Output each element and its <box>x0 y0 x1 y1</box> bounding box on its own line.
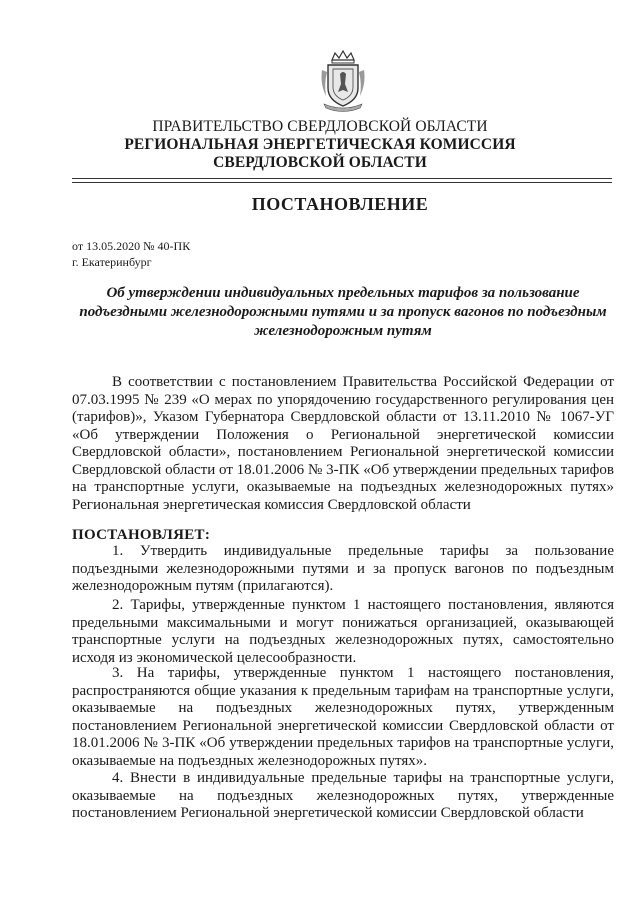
preamble-paragraph: В соответствии с постановлением Правительства Российской Федерации от 07.03.1995 № 239 «О мерах по упорядочению государственного регулирования цен (тарифов)», Указом Губернатора Свердловской области от 13.11.2010 № 1067-УГ «Об утверждении Положения о Региональной энергетической комиссии Свердловской области», постановлением Региональной энергетической комиссии Свердловской области от 18.01.2006 № 3-ПК «Об утверждении предельных тарифов на транспортные услуги, оказываемые на подъездных железнодорожных путях» Региональная энергетическая комиссия Свердловской области <box>72 374 614 513</box>
government-name: ПРАВИТЕЛЬСТВО СВЕРДЛОВСКОЙ ОБЛАСТИ <box>152 118 488 135</box>
document-title: ПОСТАНОВЛЕНИЕ <box>251 194 429 214</box>
decree-item-2: 2. Тарифы, утвержденные пунктом 1 настоящего постановления, являются предельными максимальными и могут понижаться организацией, оказывающей транспортные услуги на подъездных железнодорожных путях, самостоятельно исходя из экономической целесообразности. <box>72 597 614 666</box>
coat-of-arms-emblem <box>318 50 368 112</box>
decree-item-4: 4. Внести в индивидуальные предельные тарифы на транспортные услуги, оказываемые на подъездных железнодорожных путях, утвержденные постановлением Региональной энергетической комиссии Свердловской области <box>72 770 614 821</box>
region-name: СВЕРДЛОВСКОЙ ОБЛАСТИ <box>213 154 427 171</box>
document-subject: Об утверждении индивидуальных предельных тарифов за пользование подъездными железнодорожными путями и за пропуск вагонов по подъездным железнодорожным путям <box>79 285 607 339</box>
header-divider-bottom <box>72 182 612 183</box>
header-divider-top <box>72 178 612 179</box>
document-date-number: от 13.05.2020 № 40-ПК <box>72 239 191 253</box>
decree-item-3: 3. На тарифы, утвержденные пунктом 1 настоящего постановления, распространяются общие указания к предельным тарифам на транспортные услуги, оказываемые на подъездных железнодорожных путях, утвержденным постановлением Региональной энергетической комиссии Свердловской области от 18.01.2006 № 3-ПК «Об утверждении предельных тарифов на транспортные услуги, оказываемые на подъездных железнодорожных путях». <box>72 665 614 769</box>
decree-item-1: 1. Утвердить индивидуальные предельные тарифы за пользование подъездными железнодорожными путями и за пропуск вагонов по подъездным железнодорожным путям (прилагаются). <box>72 543 614 594</box>
decree-heading: ПОСТАНОВЛЯЕТ: <box>72 527 211 543</box>
document-city: г. Екатеринбург <box>72 255 152 269</box>
commission-name: РЕГИОНАЛЬНАЯ ЭНЕРГЕТИЧЕСКАЯ КОМИССИЯ <box>124 136 516 153</box>
